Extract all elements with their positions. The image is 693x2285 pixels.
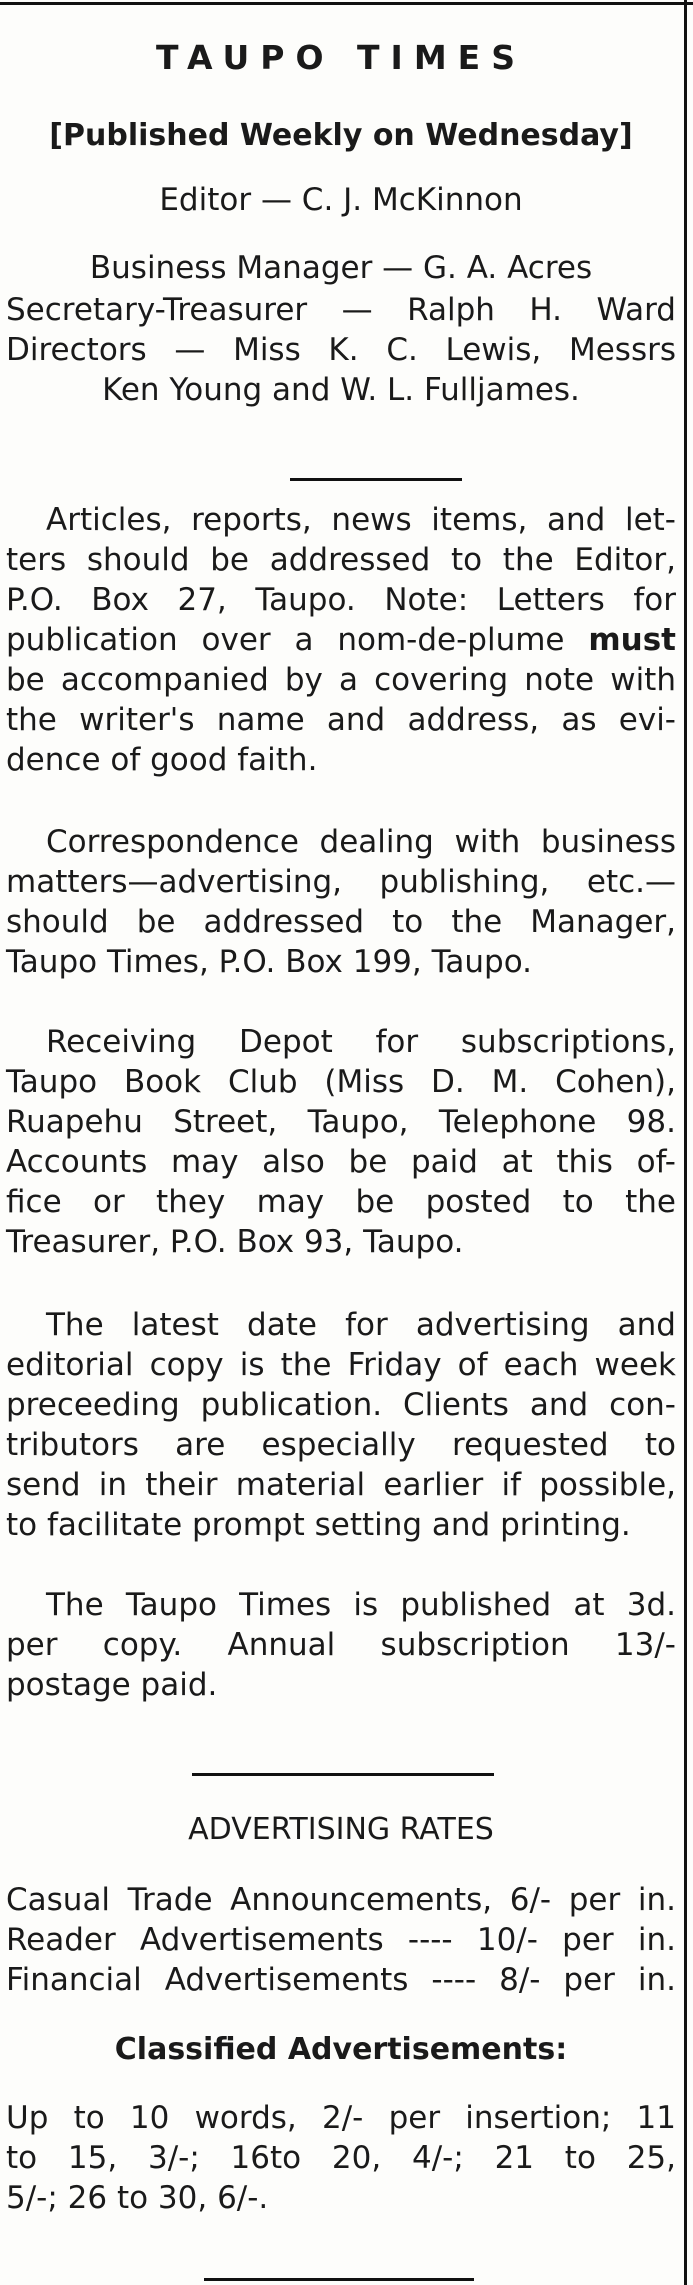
directors-line-2: Ken Young and W. L. Fulljames.	[102, 372, 580, 408]
section-divider-2	[192, 1773, 494, 1776]
emphasis-word: must	[588, 622, 676, 658]
paragraph-line: dence of good faith.	[6, 742, 318, 778]
classified-heading: Classified Advertisements:	[114, 2032, 568, 2067]
paragraph-line: P.O. Box 27, Taupo. Note: Letters for	[6, 582, 676, 618]
paragraph-line: the writer's name and address, as evi-	[6, 702, 676, 738]
paragraph-line: Accounts may also be paid at this of-	[6, 1144, 676, 1180]
paragraph-line: tributors are especially requested to	[6, 1427, 676, 1463]
paragraph-line: send in their material earlier if possible,	[6, 1467, 676, 1503]
classified-rate-line: to 15, 3/-; 16to 20, 4/-; 21 to 25,	[6, 2140, 676, 2176]
editor-line: Editor — C. J. McKinnon	[159, 182, 523, 218]
paragraph-line: fice or they may be posted to the	[6, 1184, 676, 1220]
paragraph-line: Correspondence dealing with business	[46, 824, 676, 860]
paragraph-line-with-bold	[6, 620, 676, 660]
directors-line-1: Directors — Miss K. C. Lewis, Messrs	[6, 332, 676, 368]
column-divider-rule	[684, 0, 687, 2285]
top-border-rule	[0, 2, 693, 5]
paragraph-line: Taupo Times, P.O. Box 199, Taupo.	[6, 944, 533, 980]
paragraph-line: preceeding publication. Clients and con-	[6, 1387, 676, 1423]
rate-line: Financial Advertisements ---- 8/- per in.	[6, 1962, 676, 1998]
publication-schedule: [Published Weekly on Wednesday]	[49, 118, 633, 153]
paragraph-line: matters—advertising, publishing, etc.—	[6, 864, 676, 900]
paragraph-line: ters should be addressed to the Editor,	[6, 542, 676, 578]
paragraph-line: Ruapehu Street, Taupo, Telephone 98.	[6, 1104, 676, 1140]
business-manager-line: Business Manager — G. A. Acres	[89, 250, 593, 286]
paragraph-line: Treasurer, P.O. Box 93, Taupo.	[6, 1224, 464, 1260]
classified-rate-line: 5/-; 26 to 30, 6/-.	[6, 2180, 269, 2216]
masthead-title: TAUPO TIMES	[156, 38, 526, 77]
paragraph-line: Articles, reports, news items, and let-	[46, 502, 676, 538]
section-divider-1	[290, 478, 462, 481]
paragraph-line: editorial copy is the Friday of each week	[6, 1347, 676, 1383]
secretary-treasurer-line: Secretary-Treasurer — Ralph H. Ward	[6, 292, 676, 328]
paragraph-line: per copy. Annual subscription 13/-	[6, 1627, 676, 1663]
rate-line: Casual Trade Announcements, 6/- per in.	[6, 1882, 676, 1918]
paragraph-line-text: publication over a nom-de-plume	[6, 622, 565, 658]
paragraph-line: to facilitate prompt setting and printing.	[6, 1507, 631, 1543]
section-divider-3	[204, 2278, 474, 2281]
advertising-rates-heading: ADVERTISING RATES	[188, 1812, 494, 1847]
paragraph-line: Taupo Book Club (Miss D. M. Cohen),	[6, 1064, 676, 1100]
paragraph-line: should be addressed to the Manager,	[6, 904, 676, 940]
paragraph-line: Receiving Depot for subscriptions,	[46, 1024, 676, 1060]
paragraph-line: postage paid.	[6, 1667, 218, 1703]
rate-line: Reader Advertisements ---- 10/- per in.	[6, 1922, 676, 1958]
paragraph-line: The Taupo Times is published at 3d.	[46, 1587, 676, 1623]
paragraph-line: be accompanied by a covering note with	[6, 662, 676, 698]
paragraph-line: The latest date for advertising and	[46, 1307, 676, 1343]
classified-rate-line: Up to 10 words, 2/- per insertion; 11	[6, 2100, 676, 2136]
